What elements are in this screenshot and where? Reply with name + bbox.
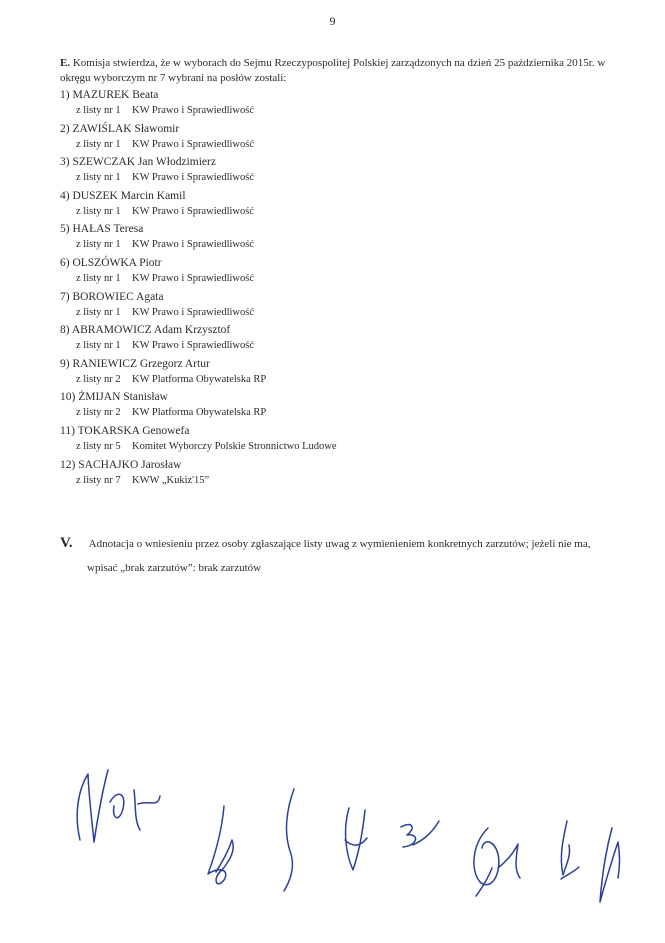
member-list-number: z listy nr 1 (76, 138, 121, 150)
member-name: 2) ZAWIŚLAK Sławomir (60, 122, 180, 135)
member-list-line (60, 338, 620, 353)
member-list-line (60, 305, 620, 320)
member-list-number: z listy nr 2 (76, 373, 121, 385)
signature-5 (395, 815, 445, 865)
elected-member (60, 323, 620, 353)
signature-4 (335, 800, 375, 880)
member-name: 11) TOKARSKA Genowefa (60, 424, 190, 437)
elected-member (60, 458, 620, 488)
member-name: 4) DUSZEK Marcin Kamil (60, 189, 186, 202)
intro-text: Komisja stwierdza, że w wyborach do Sejmu Rzeczypospolitej Polskiej zarządzonych na dzień 25 października 2015r. w okręgu wyborczym nr 7 wybrani na posłów zostali: (60, 57, 606, 84)
signature-2 (200, 800, 250, 895)
member-list-number: z listy nr 1 (76, 306, 121, 318)
member-name: 7) BOROWIEC Agata (60, 290, 164, 303)
page-number: 9 (329, 14, 336, 28)
member-list-line (60, 137, 620, 152)
signature-8 (590, 820, 630, 915)
member-list-line (60, 271, 620, 286)
member-name: 1) MAZUREK Beata (60, 89, 159, 101)
member-committee: KW Prawo i Sprawiedliwość (132, 138, 254, 150)
member-committee: KW Prawo i Sprawiedliwość (132, 306, 254, 318)
member-committee: KW Prawo i Sprawiedliwość (132, 205, 254, 217)
signature-3 (276, 785, 306, 895)
member-name: 8) ABRAMOWICZ Adam Krzysztof (60, 324, 231, 337)
member-list-number: z listy nr 5 (76, 440, 121, 452)
section-letter: E. (60, 57, 71, 69)
elected-member (60, 357, 620, 387)
member-name: 12) SACHAJKO Jarosław (60, 458, 182, 471)
elected-member (60, 88, 620, 118)
member-name: 10) ŻMIJAN Stanisław (60, 391, 168, 404)
member-list-number: z listy nr 1 (76, 239, 121, 251)
member-list-number: z listy nr 1 (76, 272, 121, 284)
intro-paragraph (60, 56, 620, 86)
elected-list (60, 88, 620, 491)
member-name: 3) SZEWCZAK Jan Włodzimierz (60, 156, 216, 169)
section-v-line-1: Adnotacja o wniesieniu przez osoby zgłaszające listy uwag z wymienieniem konkretnych zarzutów; jeżeli nie ma, (88, 538, 591, 550)
signature-1 (62, 760, 172, 850)
signature-6 (458, 808, 528, 908)
elected-member (60, 290, 620, 320)
member-committee: KWW „Kukiz'15” (132, 474, 210, 486)
member-name: 9) RANIEWICZ Grzegorz Artur (60, 357, 210, 370)
member-name: 5) HAŁAS Teresa (60, 223, 144, 236)
member-committee: KW Prawo i Sprawiedliwość (132, 340, 254, 352)
member-list-line (60, 405, 620, 420)
elected-member (60, 155, 620, 185)
elected-member (60, 256, 620, 286)
member-committee: KW Prawo i Sprawiedliwość (132, 105, 254, 116)
member-list-line (60, 170, 620, 185)
member-committee: Komitet Wyborczy Polskie Stronnictwo Ludowe (132, 440, 337, 452)
member-list-line (60, 237, 620, 252)
elected-member (60, 122, 620, 152)
member-list-line (60, 372, 620, 387)
member-list-line (60, 473, 620, 488)
member-committee: KW Prawo i Sprawiedliwość (132, 172, 254, 184)
member-list-number: z listy nr 1 (76, 172, 121, 184)
elected-member (60, 424, 620, 454)
member-list-number: z listy nr 1 (76, 340, 121, 352)
member-list-number: z listy nr 2 (76, 407, 121, 419)
section-v-mark: V. (60, 535, 73, 551)
member-list-line (60, 103, 620, 118)
member-list-line (60, 204, 620, 219)
elected-member (60, 390, 620, 420)
member-list-number: z listy nr 1 (76, 105, 121, 116)
member-committee: KW Platforma Obywatelska RP (132, 373, 267, 385)
signature-7 (545, 815, 585, 895)
member-committee: KW Prawo i Sprawiedliwość (132, 239, 254, 251)
member-list-number: z listy nr 7 (76, 474, 121, 486)
member-list-number: z listy nr 1 (76, 205, 121, 217)
member-committee: KW Prawo i Sprawiedliwość (132, 272, 254, 284)
section-v-line-2: wpisać „brak zarzutów”: brak zarzutów (87, 562, 262, 574)
elected-member (60, 222, 620, 252)
elected-member (60, 189, 620, 219)
member-committee: KW Platforma Obywatelska RP (132, 407, 267, 419)
section-v (60, 531, 640, 580)
member-list-line (60, 439, 620, 454)
member-name: 6) OLSZÓWKA Piotr (60, 256, 162, 269)
